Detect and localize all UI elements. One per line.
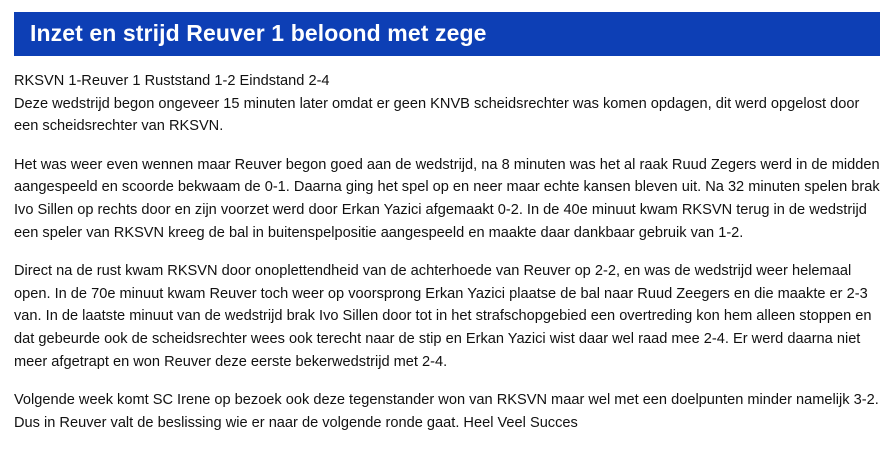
article-body	[14, 56, 880, 435]
article-title-bar	[14, 12, 880, 56]
article-paragraph: Direct na de rust kwam RKSVN door onoplettendheid van de achterhoede van Reuver op 2-2, en was de wedstrijd weer helemaal open. In de 70e minuut kwam Reuver toch weer op voorsprong Erkan Yazici plaatse de bal naar Ruud Zeegers en die maakte er 2-3 van. In de laatste minuut van de wedstrijd brak Ivo Sillen door tot in het strafschopgebied een overtreding kon hem alleen stoppen en dat gebeurde ook de scheidsrechter wees ook terecht naar de stip en Erkan Yazici wist daar wel raad mee 2-4. Er werd daarna niet meer afgetrapt en won Reuver deze eerste bekerwedstrijd met 2-4.	[14, 263, 872, 370]
article-paragraph: Volgende week komt SC Irene op bezoek ook deze tegenstander won van RKSVN maar wel met een doelpunten minder namelijk 3-2. Dus in Reuver valt de beslissing wie er naar de volgende ronde gaat. Heel Veel Succes	[14, 392, 879, 431]
page-title: Inzet en strijd Reuver 1 beloond met zege	[30, 20, 487, 47]
article-paragraph: Het was weer even wennen maar Reuver begon goed aan de wedstrijd, na 8 minuten was het al raak Ruud Zegers werd in de midden aangespeeld en scoorde bekwaam de 0-1. Daarna ging het spel op en neer maar echte kansen bleven uit. Na 32 minuten spelen brak Ivo Sillen op rechts door en zijn voorzet werd door Erkan Yazici afgemaakt 0-2. In de 40e minuut kwam RKSVN terug in de wedstrijd een speler van RKSVN kreeg de bal in buitenspelpositie aangespeeld en maakte daar dankbaar gebruik van 1-2.	[14, 156, 880, 241]
article-page	[0, 12, 894, 451]
article-paragraph: RKSVN 1-Reuver 1 Ruststand 1-2 Eindstand 2-4 Deze wedstrijd begon ongeveer 15 minuten later omdat er geen KNVB scheidsrechter was komen opdagen, dit werd opgelost door een scheidsrechter van RKSVN.	[14, 73, 860, 135]
